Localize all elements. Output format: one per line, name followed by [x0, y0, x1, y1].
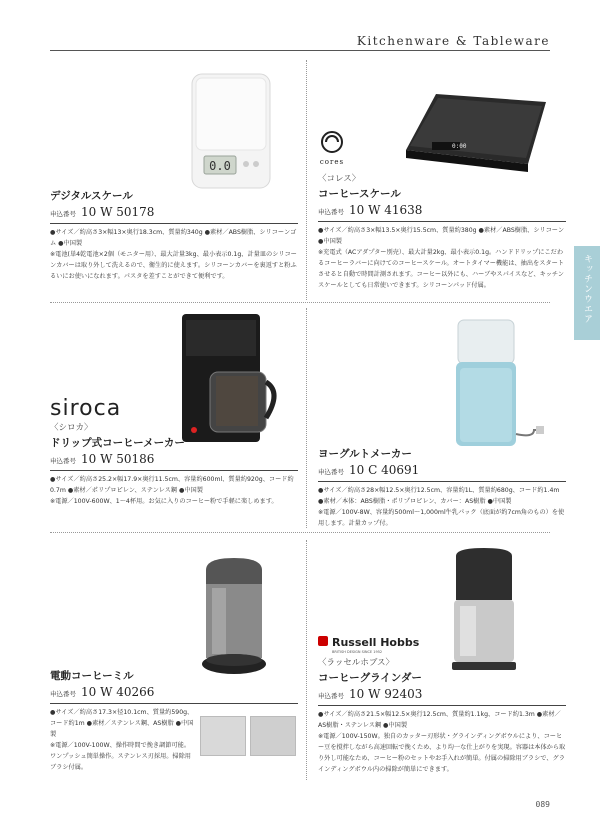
brand-subtitle: 〈シロカ〉: [50, 423, 93, 433]
product-yogurt-maker: [318, 444, 566, 529]
header-title: Kitchenware & Tableware: [356, 34, 550, 48]
row-divider: [50, 532, 550, 533]
product-code-row: [318, 463, 566, 477]
coffee-scale-display: 0:00: [452, 143, 467, 150]
code-label: 申込番号: [50, 690, 76, 698]
russell-hobbs-logo: [318, 634, 458, 656]
svg-text:Russell Hobbs: Russell Hobbs: [332, 636, 420, 649]
product-name: ドリップ式コーヒーメーカー: [50, 437, 185, 449]
scale-display-digits: 0.0: [209, 159, 231, 173]
column-divider: [306, 540, 307, 780]
code-rule: [50, 703, 298, 704]
code-rule: [318, 221, 566, 222]
brand-subtitle: 〈ラッセルホブス〉: [318, 658, 394, 668]
coffee-scale-image: [396, 80, 552, 180]
product-name: コーヒースケール: [318, 188, 401, 200]
product-code-row: [50, 452, 298, 466]
product-code: 10 W 40266: [81, 685, 155, 699]
code-label: 申込番号: [318, 692, 344, 700]
product-code: 10 C 40691: [349, 463, 420, 477]
product-coffee-grinder: [318, 656, 566, 775]
code-rule: [318, 481, 566, 482]
product-coffee-scale: [318, 172, 566, 291]
product-coffee-mill: [50, 666, 298, 773]
page-number: 089: [535, 800, 550, 809]
cores-logo: [318, 128, 358, 168]
code-label: 申込番号: [50, 210, 76, 218]
code-rule: [50, 223, 298, 224]
digital-scale-image: [190, 72, 272, 190]
header-rule: [50, 50, 550, 51]
product-description: ●サイズ／約高さ28×幅12.5×奥行12.5cm、容量約1L、質量約680g、コード約1.4m ●素材／本体：ABS樹脂・ポリプロピレン、カバー：AS樹脂 ●中国製 ※電源／100V-8W、容量約500ml～1,000ml牛乳パック（底面が約7cm角のもの）を使用します。計量カップ付。: [318, 487, 565, 527]
product-code-row: [50, 685, 298, 699]
side-tab-label: キッチンウエア: [582, 254, 592, 324]
svg-text:cores: cores: [319, 158, 345, 166]
product-name: ヨーグルトメーカー: [318, 448, 412, 460]
product-code: 10 W 50178: [81, 205, 155, 219]
page-header: [0, 0, 600, 48]
product-name: コーヒーグラインダー: [318, 672, 422, 684]
product-code-row: [318, 687, 566, 701]
product-description: ●サイズ／約高さ21.5×幅12.5×奥行12.5cm、質量約1.1kg、コード約1.3m ●素材／AS樹脂・ステンレス鋼 ●中国製 ※電源／100V-150W。独自のカッター刃形状・グラインディングボウルにより、コーヒー豆を撹拌しながら高速回転で挽くため、より均一な仕上がりを実現。容器は本体から取り外し可能なため、コーヒー粉のセットやお手入れが簡単。付属の掃除用ブラシで、グラインディングボウル内の掃除が簡単にできます。: [318, 711, 566, 773]
product-digital-scale: [50, 186, 298, 282]
product-code-row: [50, 205, 298, 219]
product-name: デジタルスケール: [50, 190, 133, 202]
product-coffee-maker: [50, 396, 298, 507]
product-code-row: [318, 203, 566, 217]
product-code: 10 W 41638: [349, 203, 423, 217]
product-code: 10 W 92403: [349, 687, 423, 701]
coffee-grinder-image: [446, 546, 522, 672]
code-rule: [50, 470, 298, 471]
product-description: ●サイズ／約高さ3×幅13.5×奥行15.5cm、質量約380g ●素材／ABS樹脂、シリコーン ●中国製 ※充電式（ACアダプター別売）、最大計量2kg、最小表示0.1g。ハンドドリップにこだわるコーヒーラバーに向けてのコーヒースケール。オートタイマー機能は、抽出をスタートさせると自動で時間計測されます。コーヒー以外にも、ハーブやスパイスなど、キッチンスケールとしても日常使いできます。シリコーンパッド付属。: [318, 227, 565, 289]
product-description: ●サイズ／約高さ25.2×幅17.9×奥行11.5cm、容量約600ml、質量約920g、コード約0.7m ●素材／ポリプロピレン、ステンレス鋼 ●中国製 ※電源／100V-600W、1～4杯用。お気に入りのコーヒー粉で手軽に楽しめます。: [50, 476, 294, 505]
column-divider: [306, 308, 307, 528]
yogurt-maker-image: [450, 316, 550, 450]
code-rule: [318, 705, 566, 706]
code-label: 申込番号: [318, 208, 344, 216]
row-divider: [50, 302, 550, 303]
svg-text:BRITISH DESIGN SINCE 1952: BRITISH DESIGN SINCE 1952: [332, 650, 383, 654]
product-code: 10 W 50186: [81, 452, 155, 466]
code-label: 申込番号: [50, 457, 76, 465]
side-tab[interactable]: [574, 246, 600, 340]
product-description: ●サイズ／約高さ3×幅13×奥行18.3cm、質量約340g ●素材／ABS樹脂、シリコーンゴム ●中国製 ※電池(単4乾電池×2個（モニター用）、最大計量3kg、最小表示0.1g、計量皿のシリコーンカバーは取り外して洗えるので、衛生的に使えます。シリコーンカバーを裏返すと粉ふるいにお使いになれます。パスタを差すことができて便利です。: [50, 229, 297, 280]
coffee-mill-image: [198, 556, 270, 678]
brand-subtitle: 〈コレス〉: [318, 174, 361, 184]
code-label: 申込番号: [318, 468, 344, 476]
column-divider: [306, 60, 307, 300]
siroca-logo: siroca: [50, 396, 122, 421]
product-description: ●サイズ／約高さ17.3×径10.1cm、質量約590g、コード約1m ●素材／ステンレス鋼、AS樹脂 ●中国製 ※電源／100V-100W、操作時間で挽き調節可能。ワンプッシュ簡単操作。ステンレス刃採用。掃除用ブラシ付属。: [50, 709, 194, 771]
product-name: 電動コーヒーミル: [50, 670, 134, 682]
